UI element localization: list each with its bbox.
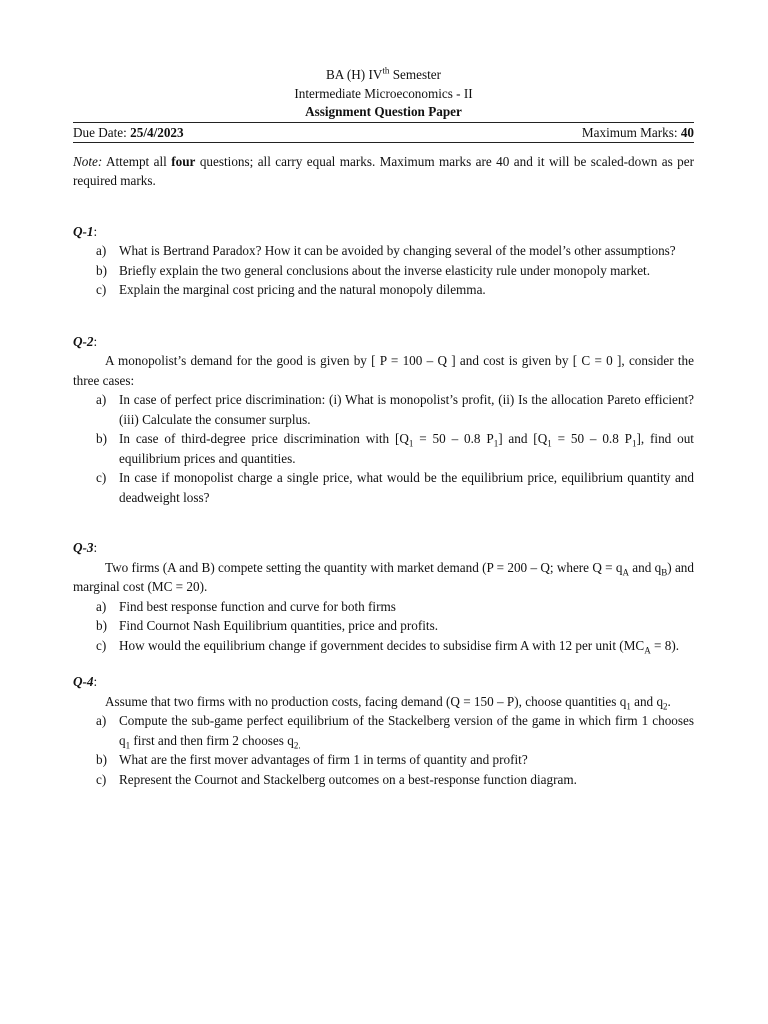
semester-text: BA (H) IV <box>325 67 383 82</box>
note-paragraph <box>73 152 694 191</box>
question-3-intro <box>73 558 694 597</box>
maximum-marks-value: 40 <box>680 124 694 140</box>
paper-title: Assignment Question Paper <box>305 104 462 119</box>
question-4-items <box>73 711 694 789</box>
assignment-page <box>73 66 694 789</box>
question-3-items <box>73 597 694 656</box>
question-2-label: Q-2 <box>73 333 94 349</box>
question-2-item-b <box>73 429 694 468</box>
intro-text: Two firms (A and B) compete setting the quantity with market demand (P = 200 – Q; where Q = q <box>105 559 623 575</box>
question-1-item-b <box>73 261 694 281</box>
question-2-item-c <box>73 468 694 507</box>
item-text: ] and [Q <box>498 431 548 446</box>
question-3-item-a <box>73 597 694 617</box>
item-marker: b) <box>96 262 107 278</box>
semester-heading <box>73 66 694 85</box>
due-date <box>73 124 184 141</box>
item-marker: c) <box>96 282 107 297</box>
question-4-heading: Q-4: <box>73 674 98 689</box>
item-marker: a) <box>96 243 107 258</box>
question-1-label: Q-1 <box>73 223 94 239</box>
question-4-intro <box>73 692 694 712</box>
question-3-heading: Q-3: <box>73 540 98 555</box>
item-text: What is Bertrand Paradox? How it can be avoided by changing several of the model’s other assumptions? <box>119 243 676 258</box>
semester-superscript: th <box>382 65 390 76</box>
note-label: Note: <box>73 153 103 169</box>
subscript: 1 <box>125 740 131 751</box>
item-marker: c) <box>96 470 107 485</box>
item-text: Find Cournot Nash Equilibrium quantities, price and profits. <box>119 618 439 633</box>
question-3-item-c <box>73 636 694 656</box>
item-marker: b) <box>96 618 107 633</box>
item-text: Explain the marginal cost pricing and the natural monopoly dilemma. <box>119 282 486 297</box>
course-title: Intermediate Microeconomics - II <box>294 85 473 101</box>
subscript: 2. <box>293 740 301 751</box>
intro-text: . <box>667 693 671 709</box>
question-4-label: Q-4 <box>73 674 94 689</box>
question-4-item-c <box>73 770 694 790</box>
item-text: = 8). <box>650 637 680 653</box>
intro-text: Assume that two firms with no production costs, facing demand (Q = 150 – P), choose quantities q <box>105 693 627 709</box>
subscript: 1 <box>547 438 552 449</box>
item-text: Briefly explain the two general conclusions about the inverse elasticity rule under monopoly market. <box>119 262 651 278</box>
note-text: Attempt all <box>102 153 172 169</box>
maximum-marks <box>582 124 694 141</box>
intro-text: and q <box>630 693 664 709</box>
question-2-items <box>73 390 694 507</box>
question-4-item-a <box>73 711 694 750</box>
question-1-heading: Q-1: <box>73 223 98 239</box>
subscript: B <box>661 567 668 578</box>
question-2-item-a <box>73 390 694 429</box>
question-2-intro: A monopolist’s demand for the good is given by [ P = 100 – Q ] and cost is given by [ C = 0 ], consider the three cases: <box>73 353 694 388</box>
semester-suffix: Semester <box>389 67 442 82</box>
item-text: Represent the Cournot and Stackelberg outcomes on a best-response function diagram. <box>119 771 577 787</box>
subscript: 1 <box>493 438 499 449</box>
item-text: = 50 – 0.8 P <box>551 431 632 446</box>
intro-text: ) and marginal cost (MC = 20). <box>73 559 694 594</box>
subscript: 1 <box>626 701 631 712</box>
item-text: In case if monopolist charge a single price, what would be the equilibrium price, equilibrium quantity and deadweight loss? <box>119 470 694 505</box>
note-text-continued: questions; all carry equal marks. Maximum marks are 40 and it will be scaled-down as per required marks. <box>73 153 694 188</box>
subscript: 1 <box>408 438 414 449</box>
item-marker: a) <box>96 713 107 728</box>
item-marker: c) <box>96 771 107 787</box>
due-date-row <box>73 122 694 143</box>
question-1-item-a <box>73 241 694 261</box>
question-1 <box>73 222 694 300</box>
item-text: Find best response function and curve for both firms <box>119 598 396 614</box>
question-4-item-b <box>73 750 694 770</box>
item-text: In case of perfect price discrimination: (i) What is monopolist’s profit, (ii) Is the allocation Pareto efficient? (iii) Calculate the consumer surplus. <box>119 392 694 427</box>
note-emphasis: four <box>171 153 196 169</box>
item-text: ], find out equilibrium prices and quantities. <box>119 431 694 466</box>
item-marker: c) <box>96 637 107 653</box>
question-2 <box>73 332 694 508</box>
subscript: A <box>644 645 651 656</box>
question-3-item-b <box>73 616 694 636</box>
item-text: = 50 – 0.8 P <box>413 431 494 446</box>
question-1-item-c <box>73 280 694 300</box>
question-3 <box>73 538 694 655</box>
question-1-items <box>73 241 694 300</box>
item-text: Compute the sub-game perfect equilibrium of the Stackelberg version of the game in which firm 1 chooses q <box>119 713 694 748</box>
item-marker: a) <box>96 598 107 614</box>
item-text: In case of third-degree price discrimination with [Q <box>119 431 409 446</box>
subscript: 2 <box>663 701 668 712</box>
due-date-label: Due Date: <box>73 124 131 140</box>
intro-text: and q <box>629 559 662 575</box>
subscript: 1 <box>632 438 637 449</box>
question-2-heading: Q-2: <box>73 333 98 349</box>
item-text: first and then firm 2 chooses q <box>130 732 294 748</box>
subscript: A <box>622 567 629 578</box>
item-text: How would the equilibrium change if government decides to subsidise firm A with 12 per unit (MC <box>119 637 645 653</box>
maximum-marks-label: Maximum Marks: <box>581 124 681 140</box>
item-text: What are the first mover advantages of firm 1 in terms of quantity and profit? <box>119 752 528 767</box>
item-marker: b) <box>96 752 107 767</box>
question-3-label: Q-3 <box>73 540 94 555</box>
item-marker: b) <box>96 431 107 446</box>
due-date-value: 25/4/2023 <box>130 124 184 140</box>
item-marker: a) <box>96 392 107 407</box>
question-4 <box>73 672 694 789</box>
